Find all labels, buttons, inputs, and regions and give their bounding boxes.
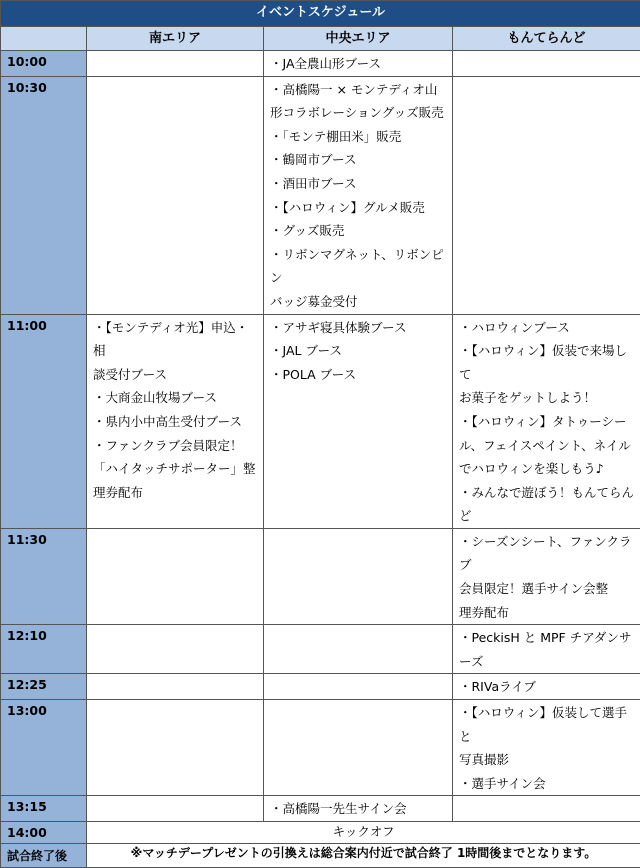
time-cell: 12:10 [1, 625, 87, 674]
schedule-item [459, 701, 634, 772]
schedule-item-line: ・県内小中高生受付ブース [93, 410, 257, 434]
schedule-body [1, 51, 640, 822]
schedule-item-line: ・JA全農山形ブース [270, 52, 446, 76]
kickoff-row [1, 822, 640, 844]
schedule-item [93, 386, 257, 410]
schedule-item [459, 626, 634, 673]
schedule-item [93, 434, 257, 505]
footer-row [1, 844, 640, 868]
schedule-row [1, 625, 640, 674]
schedule-row [1, 674, 640, 700]
schedule-item-line: ・みんなで遊ぼう！もんてらん [459, 481, 634, 505]
monte-cell [453, 76, 640, 314]
schedule-item-line: ・グッズ販売 [270, 219, 446, 243]
kickoff-time: 14:00 [1, 822, 87, 844]
time-header [1, 27, 87, 51]
schedule-item-line: ・リボンマグネット、リボンピン [270, 243, 446, 290]
column-header-center: 中央エリア [264, 27, 453, 51]
schedule-item-line: ・鶴岡市ブース [270, 148, 446, 172]
schedule-row [1, 76, 640, 314]
schedule-item [270, 797, 446, 821]
south-cell [87, 674, 264, 700]
schedule-item [459, 772, 634, 796]
center-cell [264, 796, 453, 822]
schedule-item-line: バッジ募金受付 [270, 290, 446, 314]
schedule-item-line: ーズ [459, 650, 634, 674]
schedule-row [1, 51, 640, 77]
time-cell: 10:30 [1, 76, 87, 314]
column-header-row [1, 27, 640, 51]
schedule-item-line: 写真撮影 [459, 748, 634, 772]
footer-note: ※マッチデープレゼントの引換えは総合案内付近で試合終了 1時間後までとなります。 [87, 844, 640, 868]
schedule-item-line: ・【ハロウィン】仮装して選手と [459, 701, 634, 748]
time-cell: 10:00 [1, 51, 87, 77]
center-cell [264, 314, 453, 528]
south-cell [87, 528, 264, 624]
schedule-item-line: ・シーズンシート、ファンクラブ [459, 530, 634, 577]
time-cell: 13:15 [1, 796, 87, 822]
time-cell: 12:25 [1, 674, 87, 700]
south-cell [87, 51, 264, 77]
schedule-item-line: 形コラボレーショングッズ販売 [270, 101, 446, 125]
schedule-item [270, 196, 446, 220]
schedule-item [270, 125, 446, 149]
monte-cell [453, 51, 640, 77]
schedule-item [459, 316, 634, 340]
schedule-item-line: ・【ハロウィン】タトゥーシー [459, 410, 634, 434]
schedule-row [1, 796, 640, 822]
schedule-item-line: ・「モンテ棚田米」販売 [270, 125, 446, 149]
schedule-item-line: ・RIVaライブ [459, 675, 634, 699]
column-header-monte: もんてらんど [453, 27, 640, 51]
center-cell [264, 674, 453, 700]
column-header-south: 南エリア [87, 27, 264, 51]
schedule-item-line: 会員限定！選手サイン会整 [459, 577, 634, 601]
schedule-item [270, 316, 446, 340]
monte-cell [453, 625, 640, 674]
monte-cell [453, 700, 640, 796]
kickoff-text: キックオフ [87, 822, 640, 844]
schedule-item [270, 339, 446, 363]
schedule-item-line: ・酒田市ブース [270, 172, 446, 196]
schedule-item-line: ・ハロウィンブース [459, 316, 634, 340]
schedule-item [270, 52, 446, 76]
footer-time: 試合終了後 [1, 844, 87, 868]
schedule-item-line: ど [459, 504, 634, 528]
center-cell [264, 528, 453, 624]
title-row [1, 1, 640, 27]
schedule-item [459, 675, 634, 699]
schedule-item [270, 363, 446, 387]
monte-cell [453, 528, 640, 624]
schedule-item-line: ・【モンテディオ光】申込・相 [93, 316, 257, 363]
schedule-item-line: ・【ハロウィン】仮装で来場して [459, 339, 634, 386]
schedule-item-line: ・高橋陽一 × モンテディオ山 [270, 78, 446, 102]
schedule-item-line: 理券配布 [459, 601, 634, 625]
schedule-item [93, 316, 257, 387]
south-cell [87, 700, 264, 796]
schedule-row [1, 314, 640, 528]
south-cell [87, 314, 264, 528]
schedule-item-line: ・高橋陽一先生サイン会 [270, 797, 446, 821]
schedule-item-line: ・【ハロウィン】グルメ販売 [270, 196, 446, 220]
south-cell [87, 796, 264, 822]
schedule-item-line: ・選手サイン会 [459, 772, 634, 796]
schedule-item [459, 530, 634, 624]
schedule-item [93, 410, 257, 434]
schedule-item-line: 「ハイタッチサポーター」整 [93, 457, 257, 481]
south-cell [87, 76, 264, 314]
schedule-item-line: ・PeckisH と MPF チアダンサ [459, 626, 634, 650]
time-cell: 13:00 [1, 700, 87, 796]
schedule-item-line: でハロウィンを楽しもう♪ [459, 457, 634, 481]
time-cell: 11:00 [1, 314, 87, 528]
schedule-item [459, 410, 634, 481]
schedule-item-line: ・JAL ブース [270, 339, 446, 363]
schedule-row [1, 528, 640, 624]
schedule-item [270, 243, 446, 314]
schedule-item-line: お菓子をゲットしよう！ [459, 386, 634, 410]
center-cell [264, 76, 453, 314]
schedule-row [1, 700, 640, 796]
schedule-title: イベントスケジュール [1, 1, 640, 27]
schedule-item-line: 理券配布 [93, 481, 257, 505]
schedule-item-line: ・アサギ寝具体験ブース [270, 316, 446, 340]
center-cell [264, 700, 453, 796]
schedule-item [270, 219, 446, 243]
schedule-item [459, 481, 634, 528]
schedule-item [270, 172, 446, 196]
schedule-item-line: ・大商金山牧場ブース [93, 386, 257, 410]
schedule-item-line: 談受付ブース [93, 363, 257, 387]
center-cell [264, 51, 453, 77]
monte-cell [453, 314, 640, 528]
schedule-item [270, 148, 446, 172]
schedule-item-line: ・POLA ブース [270, 363, 446, 387]
south-cell [87, 625, 264, 674]
schedule-item [459, 339, 634, 410]
monte-cell [453, 796, 640, 822]
center-cell [264, 625, 453, 674]
monte-cell [453, 674, 640, 700]
time-cell: 11:30 [1, 528, 87, 624]
schedule-item-line: ル、フェイスペイント、ネイル [459, 434, 634, 458]
schedule-item-line: ・ファンクラブ会員限定！ [93, 434, 257, 458]
schedule-item [270, 78, 446, 125]
